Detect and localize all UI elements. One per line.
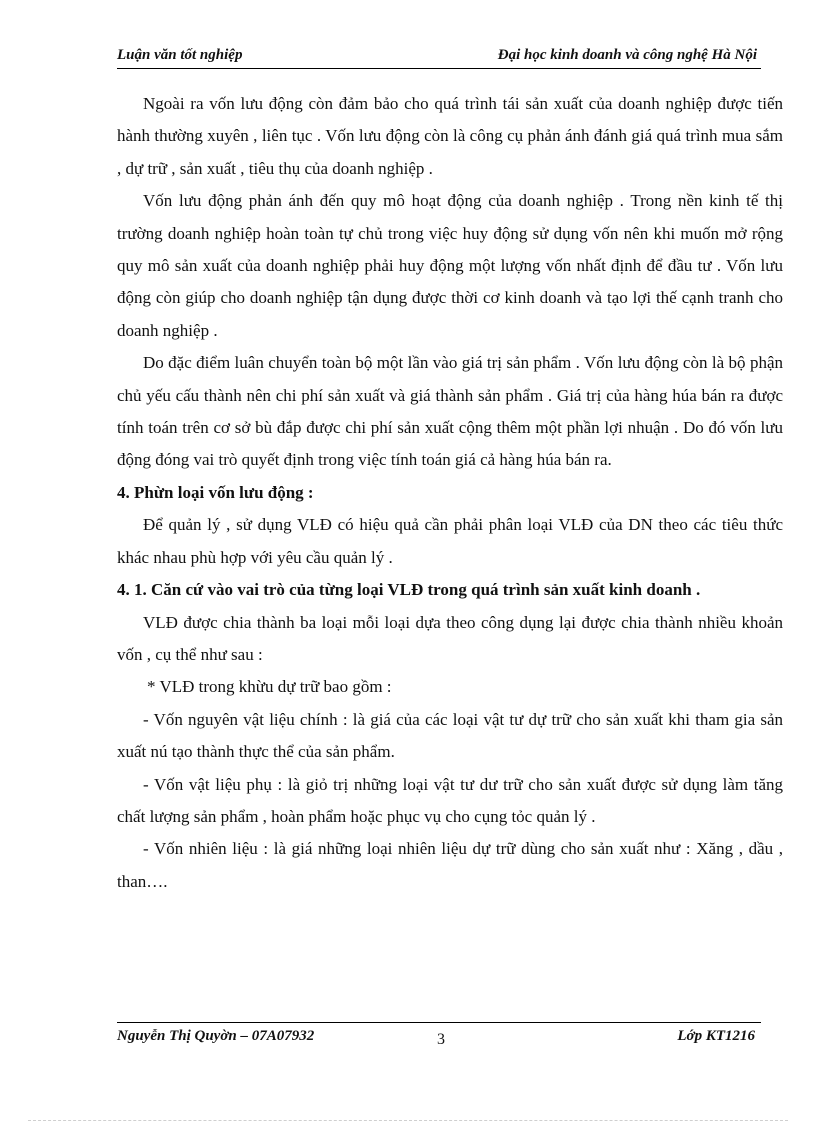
page-header (117, 44, 761, 69)
paragraph: Do đặc điểm luân chuyển toàn bộ một lần vào giá trị sản phẩm . Vốn lưu động còn là bộ phận chủ yếu cấu thành nên chi phí sản xuất và giá thành sản phẩm . Giá trị của hàng húa bán ra được tính toán trên cơ sở bù đắp được chi phí sản xuất cộng thêm một phần lợi nhuận . Do đó vốn lưu động đóng vai trò quyết định trong việc tính toán giá cả hàng húa bán ra. (117, 353, 783, 470)
subsection-heading: 4. 1. Căn cứ vào vai trò của từng loại VLĐ trong quá trình sản xuất kinh doanh . (117, 580, 701, 600)
header-university-label: Đại học kinh doanh và công nghệ Hà Nội (497, 47, 757, 63)
paragraph: Vốn lưu động phản ánh đến quy mô hoạt động của doanh nghiệp . Trong nền kinh tế thị trường doanh nghiệp hoàn toàn tự chủ trong việc huy động sử dụng vốn nên khi muốn mở rộng quy mô sản xuất của doanh nghiệp phải huy động một lượng vốn nhất định để đầu tư . Vốn lưu động còn giúp cho doanh nghiệp tận dụng được thời cơ kinh doanh và tạo lợi thế cạnh tranh cho doanh nghiệp . (117, 191, 783, 340)
page-footer (117, 1022, 761, 1048)
paragraph: Ngoài ra vốn lưu động còn đảm bảo cho quá trình tái sản xuất của doanh nghiệp được tiến hành thường xuyên , liên tục . Vốn lưu động còn là công cụ phản ánh đánh giá quá trình mua sắm , dự trữ , sản xuất , tiêu thụ của doanh nghiệp . (117, 94, 783, 178)
footer-author: Nguyễn Thị Quyờn – 07A07932 (117, 1028, 315, 1044)
list-item: - Vốn vật liệu phụ : là giỏ trị những loại vật tư dư trữ cho sản xuất được sử dụng làm tăng chất lượng sản phẩm , hoàn phẩm hoặc phục vụ cho cụng tỏc quản lý . (117, 774, 783, 826)
paragraph: VLĐ được chia thành ba loại mỗi loại dựa theo công dụng lại được chia thành nhiều khoản vốn , cụ thể như sau : (117, 612, 783, 664)
page-number: 3 (437, 1031, 445, 1048)
document-body (117, 88, 783, 898)
footer-class: Lớp KT1216 (677, 1028, 755, 1044)
paragraph: Để quản lý , sử dụng VLĐ có hiệu quả cần phải phân loại VLĐ của DN theo các tiêu thức khác nhau phù hợp với yêu cầu quản lý . (117, 515, 783, 567)
header-thesis-label: Luận văn tốt nghiệp (117, 47, 243, 63)
list-item: - Vốn nhiên liệu : là giá những loại nhiên liệu dự trữ dùng cho sản xuất như : Xăng , dầu , than…. (117, 839, 783, 891)
list-item: - Vốn nguyên vật liệu chính : là giá của các loại vật tư dự trữ cho sản xuất khi tham gia sản xuất nú tạo thành thực thể của sản phẩm. (117, 709, 783, 762)
list-intro: * VLĐ trong khừu dự trữ bao gồm : (147, 677, 392, 697)
section-heading: 4. Phừn loại vốn lưu động : (117, 482, 314, 502)
page-bottom-divider (28, 1120, 788, 1121)
